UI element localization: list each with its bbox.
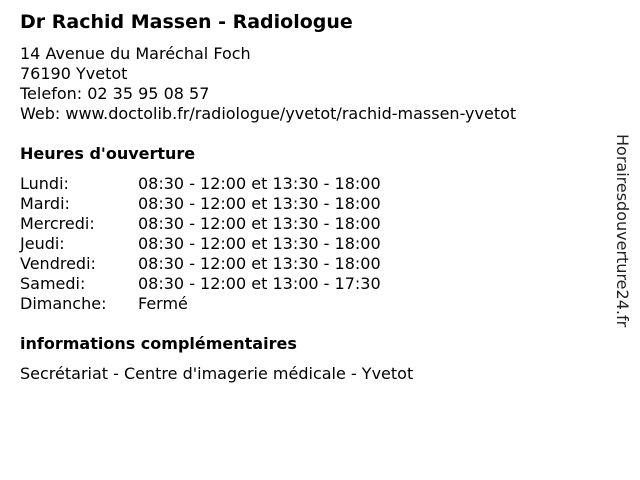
- day-label: Samedi:: [20, 274, 86, 293]
- street-address: 14 Avenue du Maréchal Foch: [20, 44, 251, 63]
- hours-time: 08:30 - 12:00 et 13:30 - 18:00: [138, 194, 381, 213]
- hours-time: Fermé: [138, 294, 188, 313]
- day-label: Mardi:: [20, 194, 70, 213]
- opening-hours-heading: Heures d'ouverture: [20, 144, 196, 163]
- watermark-text: Horairesdouverture24.fr: [613, 134, 632, 328]
- website-link[interactable]: Web: www.doctolib.fr/radiologue/yvetot/rachid-massen-yvetot: [20, 104, 517, 123]
- additional-info-heading: informations complémentaires: [20, 334, 297, 353]
- day-label: Lundi:: [20, 174, 69, 193]
- hours-time: 08:30 - 12:00 et 13:00 - 17:30: [138, 274, 381, 293]
- address-block: [20, 44, 516, 124]
- hours-time: 08:30 - 12:00 et 13:30 - 18:00: [138, 234, 381, 253]
- day-label: Dimanche:: [20, 294, 107, 313]
- day-label: Vendredi:: [20, 254, 96, 273]
- hours-time: 08:30 - 12:00 et 13:30 - 18:00: [138, 254, 381, 273]
- hours-time: 08:30 - 12:00 et 13:30 - 18:00: [138, 214, 381, 233]
- hours-time: 08:30 - 12:00 et 13:30 - 18:00: [138, 174, 381, 193]
- page-title: Dr Rachid Massen - Radiologue: [20, 11, 353, 33]
- city-postcode: 76190 Yvetot: [20, 64, 128, 83]
- site-watermark: [612, 134, 632, 374]
- phone-number: Telefon: 02 35 95 08 57: [20, 84, 210, 103]
- day-label: Jeudi:: [20, 234, 65, 253]
- additional-info-text: Secrétariat - Centre d'imagerie médicale - Yvetot: [20, 364, 414, 383]
- day-label: Mercredi:: [20, 214, 95, 233]
